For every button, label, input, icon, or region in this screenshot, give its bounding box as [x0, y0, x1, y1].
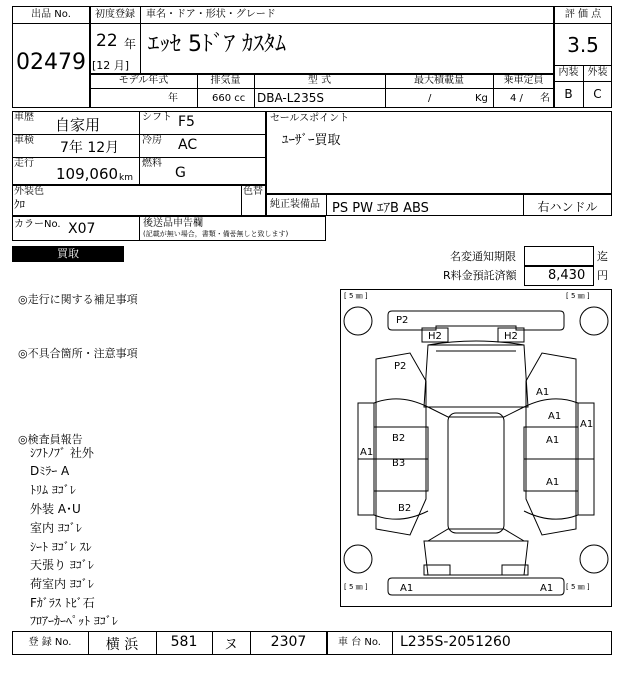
front-bumper-outline — [388, 311, 564, 330]
rear-body-outline — [424, 541, 528, 575]
steering-value: 右ハンドル — [537, 200, 598, 214]
mark-rear-b2: B2 — [398, 503, 412, 514]
chassis-number: L235S-2051260 — [400, 634, 511, 650]
max-load-slash: / — [428, 93, 432, 104]
mileage-label: 走行 — [14, 158, 34, 169]
reg-kana: ヌ — [224, 637, 238, 653]
mark-right-door: A1 — [546, 435, 560, 446]
later-docs-note: (記載が無い場合，書類・備품無しと致します) — [143, 230, 289, 238]
capacity-unit: 名 — [540, 93, 550, 104]
car-name-label: 車名・ドア・形状・グレード — [146, 9, 276, 20]
mark-rear-bumper-left: A1 — [400, 583, 414, 594]
model-label: 型 式 — [307, 75, 332, 86]
first-reg-year: 22 — [96, 31, 118, 51]
inspector-report-title: ◎検査員報告 — [18, 433, 83, 446]
equipment-label: 純正装備品 — [270, 199, 320, 210]
color-no-value: X07 — [68, 221, 96, 237]
report-line: 室内 ﾖｺﾞﾚ — [30, 521, 82, 535]
tire-front-left-label: [ 5 ㎜ ] — [344, 292, 368, 300]
fuel-value: G — [175, 165, 186, 181]
color-label: 外装色 — [14, 186, 44, 197]
color-change-label: 色替 — [243, 186, 263, 197]
history-value: 自家用 — [55, 116, 101, 134]
mark-right-door-top: A1 — [548, 411, 562, 422]
ac-value: AC — [178, 137, 198, 153]
car-damage-diagram — [340, 289, 612, 607]
front-left-tire-icon — [344, 307, 372, 335]
mark-left-door: A1 — [360, 447, 374, 458]
mileage-value: 109,060 — [56, 165, 119, 183]
year-unit: 年 — [124, 37, 137, 51]
roof-outline — [448, 413, 504, 533]
tire-rear-left-label: [ 5 ㎜ ] — [344, 583, 368, 591]
max-load-label: 最大積載量 — [414, 75, 464, 86]
buyback-badge: 買取 — [12, 246, 124, 262]
report-line: Dﾐﾗｰ A — [30, 464, 70, 478]
body-top-outline — [424, 345, 528, 407]
shift-label: シフト — [142, 112, 172, 123]
interior-label: 内装 — [558, 67, 579, 78]
mark-hood-left: P2 — [394, 361, 407, 372]
rear-left-tire-icon — [344, 545, 372, 573]
rear-right-tire-icon — [580, 545, 608, 573]
report-line: 天張り ﾖｺﾞﾚ — [30, 558, 94, 572]
capacity-label: 乗車定員 — [503, 75, 544, 86]
inspection-label: 車検 — [14, 135, 34, 146]
driving-notes-title: ◎走行に関する補足事項 — [18, 293, 138, 306]
name-change-label: 名変通知期限 — [450, 250, 516, 263]
chassis-label: 車 台 No. — [338, 637, 381, 648]
inspection-value: 7年 12月 — [60, 140, 120, 156]
mark-roof-b3: B3 — [392, 458, 406, 469]
history-label: 車歴 — [14, 112, 34, 123]
reg-number: 2307 — [270, 634, 307, 650]
model-value: DBA-L235S — [257, 91, 324, 105]
color-box — [12, 185, 266, 216]
mark-roof-b2: B2 — [392, 433, 406, 444]
report-line: ﾄﾘﾑ ﾖｺﾞﾚ — [30, 483, 76, 497]
first-reg-label: 初度登録 — [95, 9, 135, 20]
registration-label: 登 録 No. — [28, 637, 72, 648]
report-line: 荷室内 ﾖｺﾞﾚ — [30, 577, 94, 591]
mark-front-bumper: P2 — [396, 315, 409, 326]
exterior-grade: C — [593, 87, 602, 101]
defects-notes-title: ◎不具合箇所・注意事項 — [18, 347, 138, 360]
report-line: ﾌﾛｱｰｶｰﾍﾟｯﾄ ﾖｺﾞﾚ — [30, 614, 118, 628]
report-line: 外装 A･U — [30, 502, 81, 516]
recycle-label: R料金預託済額 — [443, 269, 517, 282]
car-name: ｴｯｾ 5ﾄﾞｱ ｶｽﾀﾑ — [148, 32, 286, 57]
name-change-box — [524, 246, 594, 266]
report-line: ｼｰﾄ ﾖｺﾞﾚ ｽﾚ — [30, 540, 92, 554]
displacement-label: 排気量 — [210, 75, 241, 86]
report-line: ｼﾌﾄﾉﾌﾞ 社外 — [30, 446, 94, 460]
later-docs-label: 後送品申告欄 — [143, 218, 203, 229]
max-load-unit: Kg — [475, 93, 488, 104]
reg-region: 横 浜 — [105, 637, 139, 653]
shift-value: F5 — [178, 114, 195, 130]
mark-left-light: H2 — [428, 331, 442, 342]
tire-rear-right-label: [ 5 ㎜ ] — [566, 583, 590, 591]
mark-rear-bumper-right: A1 — [540, 583, 554, 594]
model-year-unit: 年 — [168, 93, 178, 104]
displacement-value: 660 cc — [212, 93, 246, 104]
sales-point-label: セールスポイント — [270, 113, 350, 124]
score-value: 3.5 — [567, 33, 599, 57]
score-label: 評 価 点 — [564, 9, 602, 20]
exterior-label: 外装 — [587, 67, 608, 78]
report-line: Fｶﾞﾗｽ ﾄﾋﾞ石 — [30, 596, 95, 610]
rear-window-outline — [428, 529, 524, 541]
windshield-outline — [428, 407, 524, 417]
rear-bumper-outline — [388, 578, 564, 595]
recycle-unit: 円 — [597, 269, 608, 282]
reg-class: 581 — [170, 634, 198, 650]
equipment-value: PS PW ｴｱB ABS — [332, 201, 429, 216]
mark-right-rear-panel: A1 — [580, 419, 594, 430]
front-right-tire-icon — [580, 307, 608, 335]
interior-grade: B — [564, 87, 573, 101]
model-year-label: モデル年式 — [118, 75, 169, 86]
fuel-label: 燃料 — [142, 158, 162, 169]
ac-label: 冷房 — [142, 135, 162, 146]
name-change-unit: 迄 — [597, 250, 608, 263]
mark-right-light: H2 — [504, 331, 518, 342]
mark-right-lower: A1 — [546, 477, 560, 488]
lot-label: 出品 No. — [31, 9, 71, 20]
sales-point-value: ﾕｰｻﾞｰ買取 — [282, 133, 341, 148]
mark-right-fender: A1 — [536, 387, 550, 398]
color-value: ｸﾛ — [14, 198, 25, 211]
tire-front-right-label: [ 5 ㎜ ] — [566, 292, 590, 300]
lot-number: 02479 — [16, 50, 86, 75]
first-reg-month: [12 月] — [92, 59, 130, 72]
color-no-label: カラーNo. — [14, 219, 61, 230]
recycle-amount: 8,430 — [548, 268, 586, 283]
capacity-value: 4 / — [510, 93, 523, 104]
mileage-unit: km — [119, 173, 133, 183]
